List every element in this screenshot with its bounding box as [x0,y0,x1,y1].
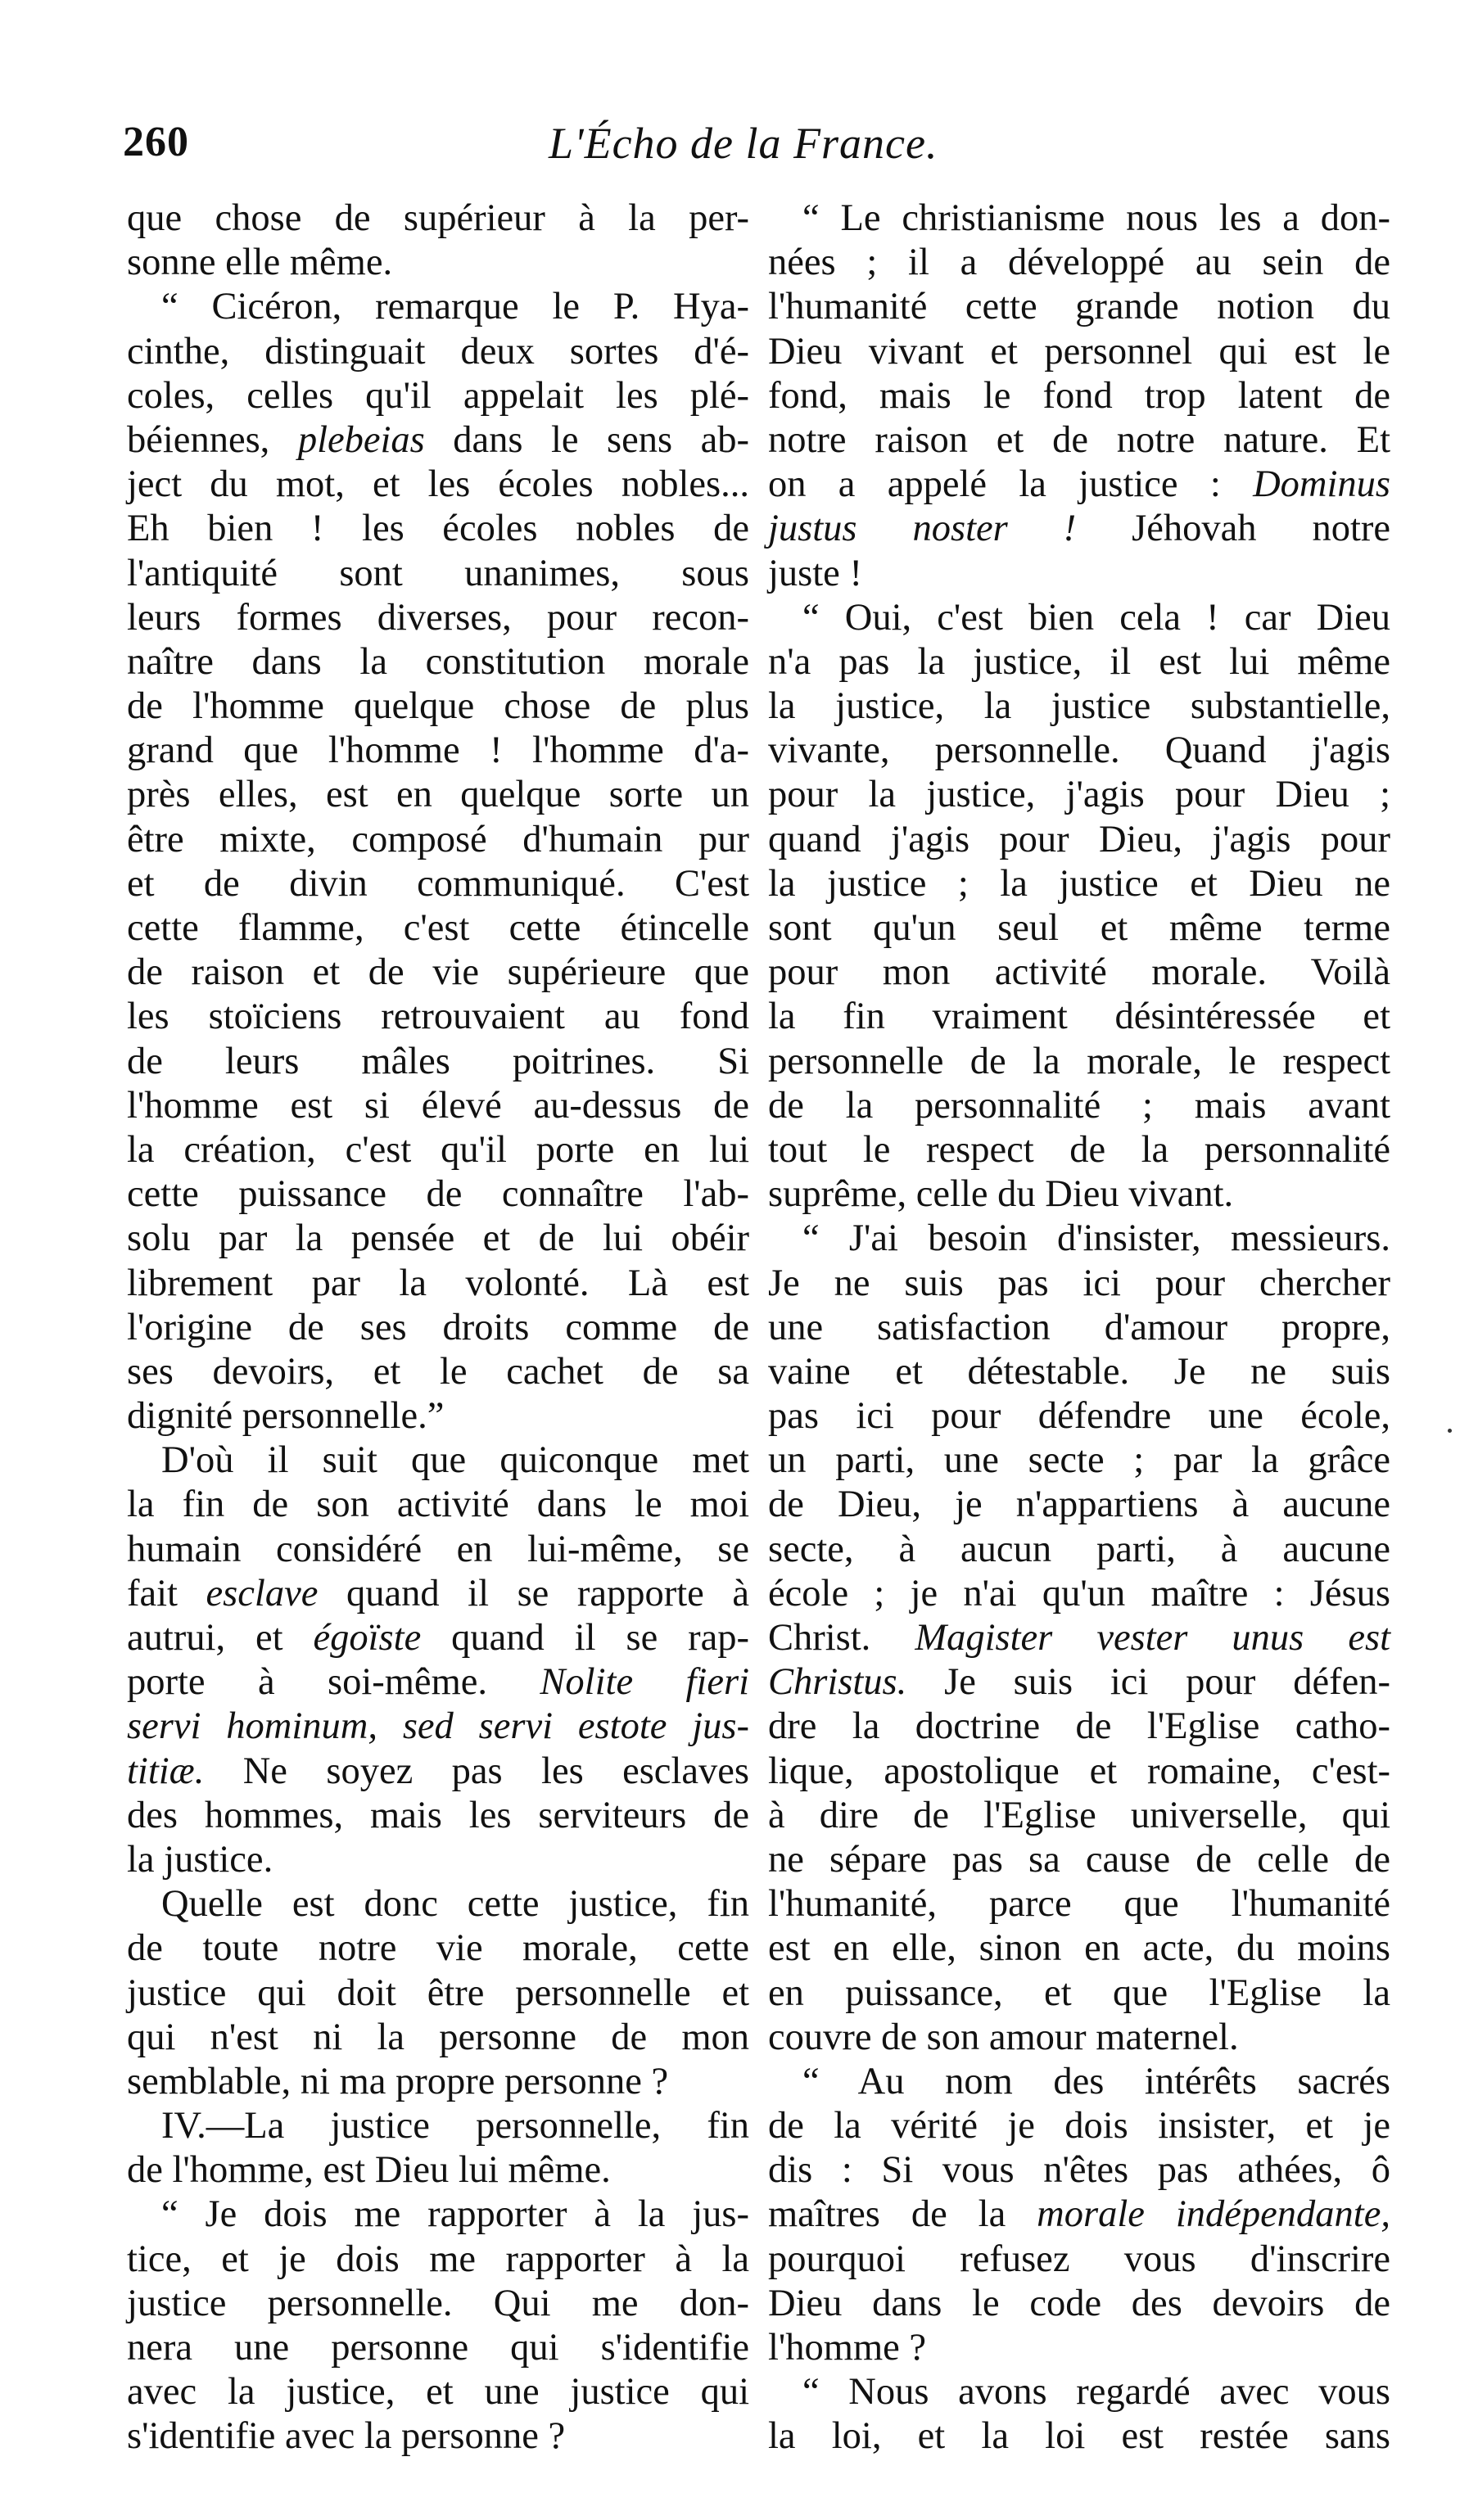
text-line: cette puissance de connaître l'ab- [127,1173,749,1216]
text-line: “ J'ai besoin d'insister, messieurs. [802,1217,1390,1260]
text-line: être mixte, composé d'humain pur [127,818,749,860]
text-line: ject du mot, et les écoles nobles... [127,463,749,506]
text-line: semblable, ni ma propre personne ? [127,2060,669,2102]
text-line: de raison et de vie supérieure que [127,951,749,994]
text-line: “ Au nom des intérêts sacrés [802,2060,1390,2102]
italic-run: justus noster ! [768,508,1077,550]
text-line: nées ; il a développé au sein de [768,242,1390,284]
text-line: de Dieu, je n'appartiens à aucune [768,1484,1390,1526]
text-run: Je suis ici pour défen- [906,1661,1390,1704]
text-run: béiennes, [127,418,298,461]
text-line: à dire de l'Eglise universelle, qui [768,1794,1390,1836]
text-line [127,1616,749,1660]
text-line: de la personnalité ; mais avant [768,1084,1390,1127]
page-number: 260 [123,119,189,165]
text-line: sont qu'un seul et même terme [768,907,1390,949]
text-line: dignité personnelle.” [127,1395,445,1438]
text-run: quand il se rap- [421,1617,749,1659]
text-line: Dieu dans le code des devoirs de [768,2282,1390,2324]
text-line: l'origine de ses droits comme de [127,1306,749,1348]
text-run: Ne soyez pas les esclaves [204,1750,749,1792]
text-line: la fin vraiment désintéressée et [768,996,1390,1038]
italic-run: titiæ. [127,1750,205,1792]
text-line: vivante, personnelle. Quand j'agis [768,729,1390,772]
text-run: Christ. [768,1617,915,1659]
text-line: lique, apostolique et romaine, c'est- [768,1750,1390,1792]
text-line: une satisfaction d'amour propre, [768,1306,1390,1348]
text-line: tout le respect de la personnalité [768,1128,1390,1171]
text-line: dis : Si vous n'êtes pas athées, ô [768,2149,1390,2192]
text-line: “ Je dois me rapporter à la jus- [161,2193,749,2236]
text-line: la fin de son activité dans le moi [127,1484,749,1526]
text-line: près elles, est en quelque sorte un [127,774,749,816]
text-line: “ Cicéron, remarque le P. Hya- [161,286,749,328]
text-line: de la vérité je dois insister, et je [768,2105,1390,2147]
text-line: ne sépare pas sa cause de celle de [768,1838,1390,1881]
text-line: la justice, la justice substantielle, [768,685,1390,728]
text-line [768,1660,1390,1705]
text-line: IV.—La justice personnelle, fin [161,2105,749,2147]
text-run: on a appelé la justice : [768,463,1254,506]
text-run: Jéhovah notre [1076,508,1390,550]
text-line: justice personnelle. Qui me don- [127,2282,749,2324]
text-line: est en elle, sinon en acte, du moins [768,1927,1390,1970]
text-line [768,1616,1390,1660]
right-text-column [768,196,1390,2459]
text-line: et de divin communiqué. C'est [127,862,749,905]
text-line: tice, et je dois me rapporter à la [127,2238,749,2280]
text-line: “ Oui, c'est bien cela ! car Dieu [802,596,1390,639]
text-line: quand j'agis pour Dieu, j'agis pour [768,818,1390,860]
text-line: l'homme ? [768,2327,927,2369]
italic-run: Nolite fieri [540,1661,749,1704]
text-line: école ; je n'ai qu'un maître : Jésus [768,1572,1390,1615]
italic-run: Magister vester unus est [915,1617,1390,1659]
text-line: sonne elle même. [127,242,393,284]
text-run: dans le sens ab- [424,418,750,461]
text-line: de leurs mâles poitrines. Si [127,1040,749,1082]
text-line [127,1705,749,1749]
italic-run: servi hominum, sed servi estote jus- [127,1705,749,1748]
text-line: de l'homme, est Dieu lui même. [127,2149,611,2192]
text-line: couvre de son amour maternel. [768,2016,1239,2058]
italic-run: morale indépendante, [1037,2193,1390,2236]
text-line: grand que l'homme ! l'homme d'a- [127,729,749,772]
text-line: les stoïciens retrouvaient au fond [127,996,749,1038]
text-line [127,1660,749,1705]
text-line: avec la justice, et une justice qui [127,2371,749,2414]
text-line: des hommes, mais les serviteurs de [127,1794,749,1836]
journal-title: L'Écho de la France. [549,119,938,168]
text-line [768,507,1390,551]
text-line: fond, mais le fond trop latent de [768,374,1390,417]
text-line: l'antiquité sont unanimes, sous [127,552,749,594]
text-line: ses devoirs, et le cachet de sa [127,1350,749,1393]
text-run: fait [127,1572,206,1615]
text-line: que chose de supérieur à la per- [127,197,749,239]
text-line: “ Nous avons regardé avec vous [802,2371,1390,2414]
italic-run: plebeias [297,418,425,461]
text-line: Je ne suis pas ici pour chercher [768,1262,1390,1304]
text-line: l'humanité, parce que l'humanité [768,1883,1390,1926]
text-line: nera une personne qui s'identifie [127,2327,749,2369]
text-line: librement par la volonté. Là est [127,1262,749,1304]
text-line: Eh bien ! les écoles nobles de [127,508,749,550]
text-line: cinthe, distinguait deux sortes d'é- [127,330,749,373]
text-line: cette flamme, c'est cette étincelle [127,907,749,949]
text-line [768,463,1390,507]
text-line: suprême, celle du Dieu vivant. [768,1173,1234,1216]
text-line: pourquoi refusez vous d'inscrire [768,2238,1390,2280]
text-line: humain considéré en lui-même, se [127,1528,749,1570]
text-line: la justice ; la justice et Dieu ne [768,862,1390,905]
text-run: porte à soi-même. [127,1661,540,1704]
text-line: leurs formes diverses, pour recon- [127,596,749,639]
text-line: notre raison et de notre nature. Et [768,418,1390,461]
text-line: naître dans la constitution morale [127,640,749,683]
text-run: maîtres de la [768,2193,1037,2236]
text-line: pour la justice, j'agis pour Dieu ; [768,774,1390,816]
text-line: s'identifie avec la personne ? [127,2415,566,2458]
text-line: l'humanité cette grande notion du [768,286,1390,328]
text-line: D'où il suit que quiconque met [161,1439,749,1482]
italic-run: égoïste [313,1617,422,1659]
text-line: en puissance, et que l'Eglise la [768,1971,1390,2014]
text-line: la loi, et la loi est restée sans [768,2415,1390,2458]
italic-run: Dominus [1253,463,1390,506]
text-line: pour mon activité morale. Voilà [768,951,1390,994]
text-run: autrui, et [127,1617,314,1659]
text-line: dre la doctrine de l'Eglise catho- [768,1705,1390,1748]
text-line: personnelle de la morale, le respect [768,1040,1390,1082]
text-line: solu par la pensée et de lui obéir [127,1217,749,1260]
text-line: l'homme est si élevé au-dessus de [127,1084,749,1127]
text-line: de l'homme quelque chose de plus [127,685,749,728]
text-line: vaine et détestable. Je ne suis [768,1350,1390,1393]
text-line: un parti, une secte ; par la grâce [768,1439,1390,1482]
text-line: la création, c'est qu'il porte en lui [127,1128,749,1171]
italic-run: esclave [206,1572,319,1615]
ink-speck [1448,1429,1452,1433]
text-line: la justice. [127,1838,273,1881]
text-line: de toute notre vie morale, cette [127,1927,749,1970]
text-line: qui n'est ni la personne de mon [127,2016,749,2058]
text-line [768,2193,1390,2237]
text-line: Dieu vivant et personnel qui est le [768,330,1390,373]
text-line: coles, celles qu'il appelait les plé- [127,374,749,417]
text-line [127,1750,749,1794]
text-line [127,1572,749,1616]
left-text-column [127,196,749,2459]
text-line: pas ici pour défendre une école, [768,1395,1390,1438]
text-line: justice qui doit être personnelle et [127,1971,749,2014]
text-line: n'a pas la justice, il est lui même [768,640,1390,683]
text-line: Quelle est donc cette justice, fin [161,1883,749,1926]
running-head [123,118,1400,175]
text-line: secte, à aucun parti, à aucune [768,1528,1390,1570]
text-line: “ Le christianisme nous les a don- [802,197,1390,239]
italic-run: Christus. [768,1661,907,1704]
text-line: juste ! [768,552,862,594]
text-run: quand il se rapporte à [318,1572,749,1615]
text-line [127,418,749,463]
